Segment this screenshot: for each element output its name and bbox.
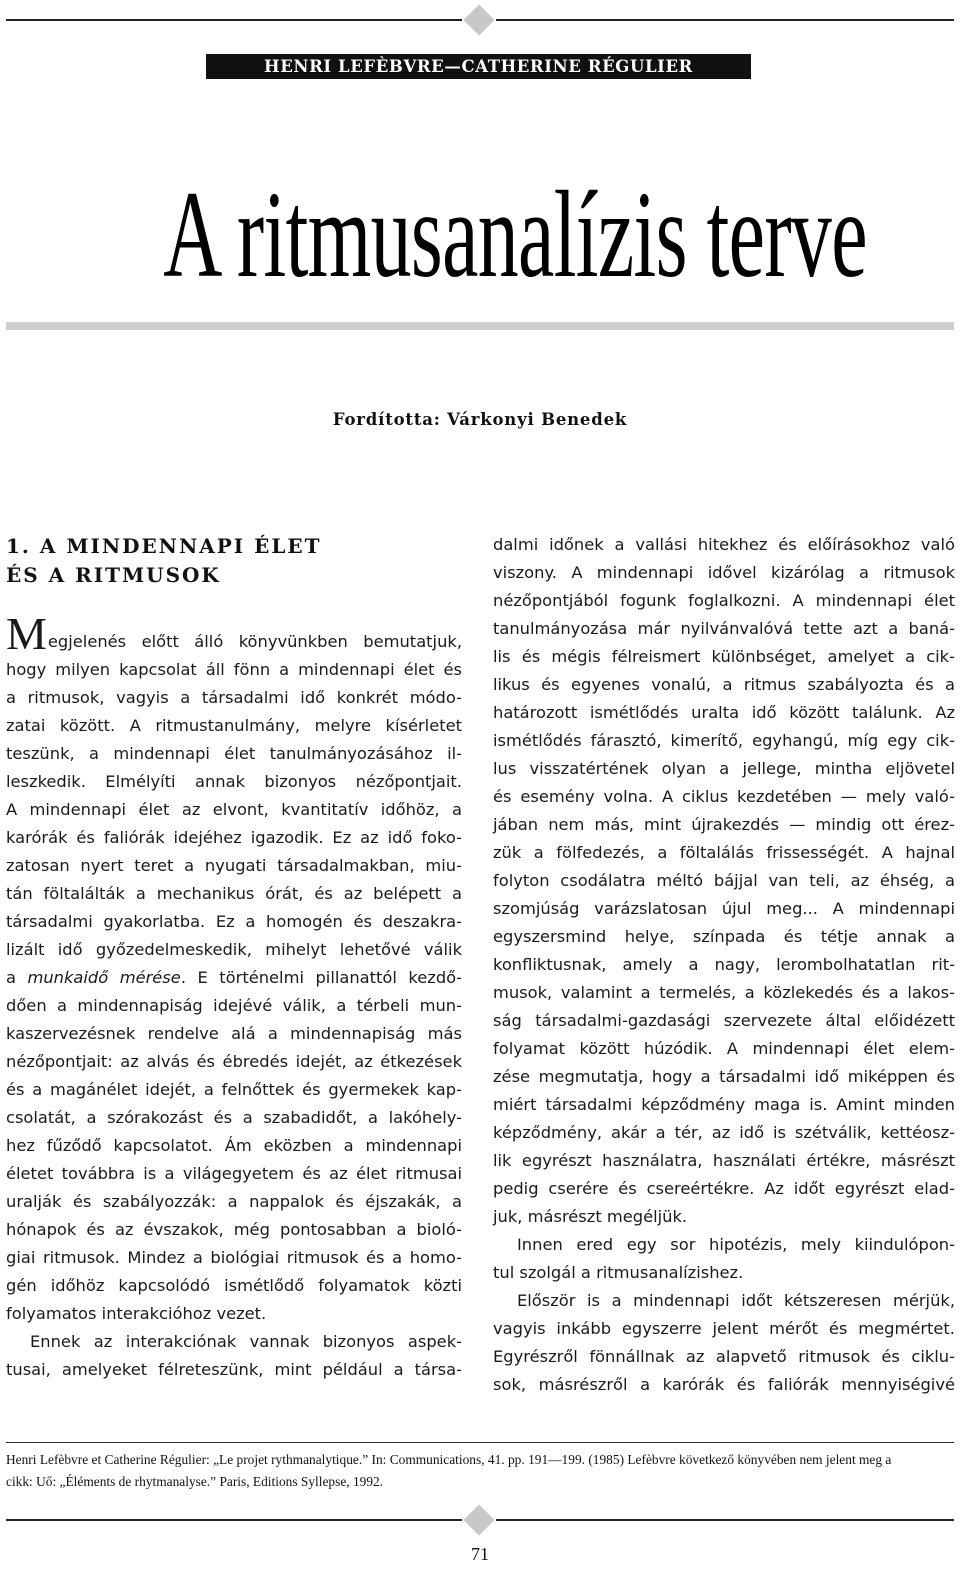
body-line: zük a fölfedezés, a föltalálás frissességét. A hajnal [493, 843, 955, 862]
bottom-rule-right [496, 1519, 954, 1521]
body-line: sok, másrészről a karórák és faliórák mennyiségivé [493, 1375, 955, 1394]
body-line: leszkedik. Elmélyíti annak bizonyos nézőpontjait. [6, 772, 462, 791]
footnote [6, 1449, 954, 1493]
body-line: és esemény volna. A ciklus kezdetében — mely való- [493, 787, 955, 806]
body-line: pedig cserére és csereértékre. Az időt egyrészt elad- [493, 1179, 955, 1198]
body-line: viszony. A mindennapi idővel kizárólag a ritmusok [493, 563, 955, 582]
body-line: jában nem más, mint újrakezdés — mindig ott érez- [493, 815, 955, 834]
body-line: lus visszatértének olyan a jellege, mintha eljövetel [493, 759, 955, 778]
section-heading-line-1: 1. A MINDENNAPI ÉLET [6, 534, 322, 558]
body-line: a munkaidő mérése. E történelmi pillanattól kezdő- [6, 968, 462, 987]
body-line: lik egyrészt használatra, használati értékre, másrészt [493, 1151, 955, 1170]
body-line: társadalmi gyakorlatba. Ez a homogén és deszakra- [6, 912, 462, 931]
body-line: zatai között. A ritmustanulmány, melyre kísérletet [6, 716, 462, 735]
body-line: csolatát, a szórakozást és a szabadidőt, a lakóhely- [6, 1108, 462, 1127]
body-line: uralják és szabályozzák: a nappalok és éjszakák, a [6, 1192, 462, 1211]
body-line: teszünk, a mindennapi élet tanulmányozásához il- [6, 744, 462, 763]
body-line: likus és egyenes vonalú, a ritmus szabályozta és a [493, 675, 955, 694]
body-line: musok, valamint a termelés, a közlekedés és a lakos- [493, 983, 955, 1002]
body-line: Ennek az interakciónak vannak bizonyos aspek- [30, 1332, 462, 1351]
body-line: tusai, amelyeket félreteszünk, mint például a társa- [6, 1360, 462, 1379]
body-line: Egyrészről fönnállnak az alapvető ritmusok és ciklu- [493, 1347, 955, 1366]
top-rule-left [6, 19, 462, 21]
body-line: folyamat között húzódik. A mindennapi élet elem- [493, 1039, 955, 1058]
body-line: és a magánélet idejét, a felnőttek és gyermekek kap- [6, 1080, 462, 1099]
section-heading [6, 532, 446, 590]
body-line: egyszersmind helye, színpada és tétje annak a [493, 927, 955, 946]
body-line: zése megmutatja, hogy a társadalmi idő miképpen és [493, 1067, 955, 1086]
body-line: folyamatos interakcióhoz vezet. [6, 1304, 267, 1323]
body-line: tanulmányozása már nyilvánvalóvá tette azt a baná- [493, 619, 955, 638]
body-line: hónapok és az évszakok, még pontosabban a bioló- [6, 1220, 462, 1239]
body-line: hogy milyen kapcsolat áll fönn a mindennapi élet és [6, 660, 462, 679]
body-line: ság társadalmi-gazdasági szervezete által előidézett [493, 1011, 955, 1030]
author-banner: HENRI LEFÈBVRE—CATHERINE RÉGULIER [206, 54, 751, 79]
footnote-line-1: Henri Lefèbvre et Catherine Régulier: „Le projet rythmanalytique.” In: Communications, 41. pp. 191—199. (1985) Lefèbvre következő könyvében nem jelent meg a [6, 1452, 892, 1467]
body-line: dalmi időnek a vallási hitekhez és előírásokhoz való [493, 535, 955, 554]
body-line: nézőpontjából fogunk foglalkozni. A mindennapi élet [493, 591, 955, 610]
bottom-rule-left [6, 1519, 462, 1521]
body-line: Megjelenés előtt álló könyvünkben bemutatjuk, [6, 608, 462, 659]
article-title: A ritmusanalízis terve [163, 166, 867, 303]
body-line: kaszervezésnek rendelve alá a mindennapiság más [6, 1024, 462, 1043]
body-line: zatosan nyert teret a nyugati társadalmakban, miu- [6, 856, 462, 875]
body-line: miért társadalmi képződmény maga is. Amint minden [493, 1095, 955, 1114]
body-line: ismétlődés fárasztó, kimerítő, egyhangú, míg egy cik- [493, 731, 955, 750]
body-line: hez fűződő kapcsolatot. Ám eközben a mindennapi [6, 1136, 462, 1155]
footnote-line-2: cikk: Uő: „Éléments de rhytmanalyse.” Paris, Editions Syllepse, 1992. [6, 1474, 384, 1489]
body-line: lizált idő győzedelmeskedik, mihelyt lehetővé válik [6, 940, 462, 959]
body-line: Először is a mindennapi időt kétszeresen mérjük, [517, 1291, 955, 1310]
title-underline [6, 322, 954, 330]
body-line: nézőpontjait: az alvás és ébredés idejét, az étkezések [6, 1052, 462, 1071]
top-diamond-ornament [463, 4, 494, 35]
body-line: gén időhöz kapcsolódó ismétlődő folyamatok közti [6, 1276, 462, 1295]
body-line: giai ritmusok. Mindez a biológiai ritmusok és a homo- [6, 1248, 462, 1267]
bottom-diamond-ornament [463, 1504, 494, 1535]
body-line: határozott ismétlődés uralta idő között találunk. Az [493, 703, 955, 722]
drop-cap: M [6, 608, 47, 659]
right-column [493, 531, 955, 1399]
body-line: juk, másrészt megéljük. [493, 1207, 688, 1226]
body-line: karórák és faliórák idejéhez igazodik. Ez az idő foko- [6, 828, 462, 847]
translator-credit: Fordította: Várkonyi Benedek [332, 410, 628, 429]
body-line: tán föltalálták a mechanikus órát, és az belépett a [6, 884, 462, 903]
body-line: vagyis inkább egyszerre jelent mérőt és megmértet. [493, 1319, 955, 1338]
body-line: szomjúság varázslatosan újul meg... A mindennapi [493, 899, 955, 918]
left-column [6, 608, 462, 1384]
body-line: folyton csodálatra méltó bájjal van teli, az éhség, a [493, 871, 955, 890]
footnote-rule [6, 1442, 954, 1443]
italic-term: munkaidő mérése [27, 968, 181, 987]
body-line: életet továbbra is a világegyetem és az élet ritmusai [6, 1164, 462, 1183]
body-line: dően a mindennapiság idejévé válik, a térbeli mun- [6, 996, 462, 1015]
body-line: képződmény, akár a tér, az idő is szétválik, kettéosz- [493, 1123, 955, 1142]
body-line: konfliktusnak, amely a nagy, lerombolhatatlan rit- [493, 955, 955, 974]
body-line: A mindennapi élet az elvont, kvantitatív időhöz, a [6, 800, 462, 819]
body-line: lis és mégis félreismert különbséget, amelyet a cik- [493, 647, 955, 666]
section-heading-line-2: ÉS A RITMUSOK [6, 563, 221, 587]
page-number: 71 [471, 1544, 489, 1564]
body-line: a ritmusok, vagyis a társadalmi idő konkrét módo- [6, 688, 462, 707]
top-rule-right [496, 19, 954, 21]
body-line: Innen ered egy sor hipotézis, mely kiindulópon- [517, 1235, 955, 1254]
body-line: tul szolgál a ritmusanalízishez. [493, 1263, 744, 1282]
